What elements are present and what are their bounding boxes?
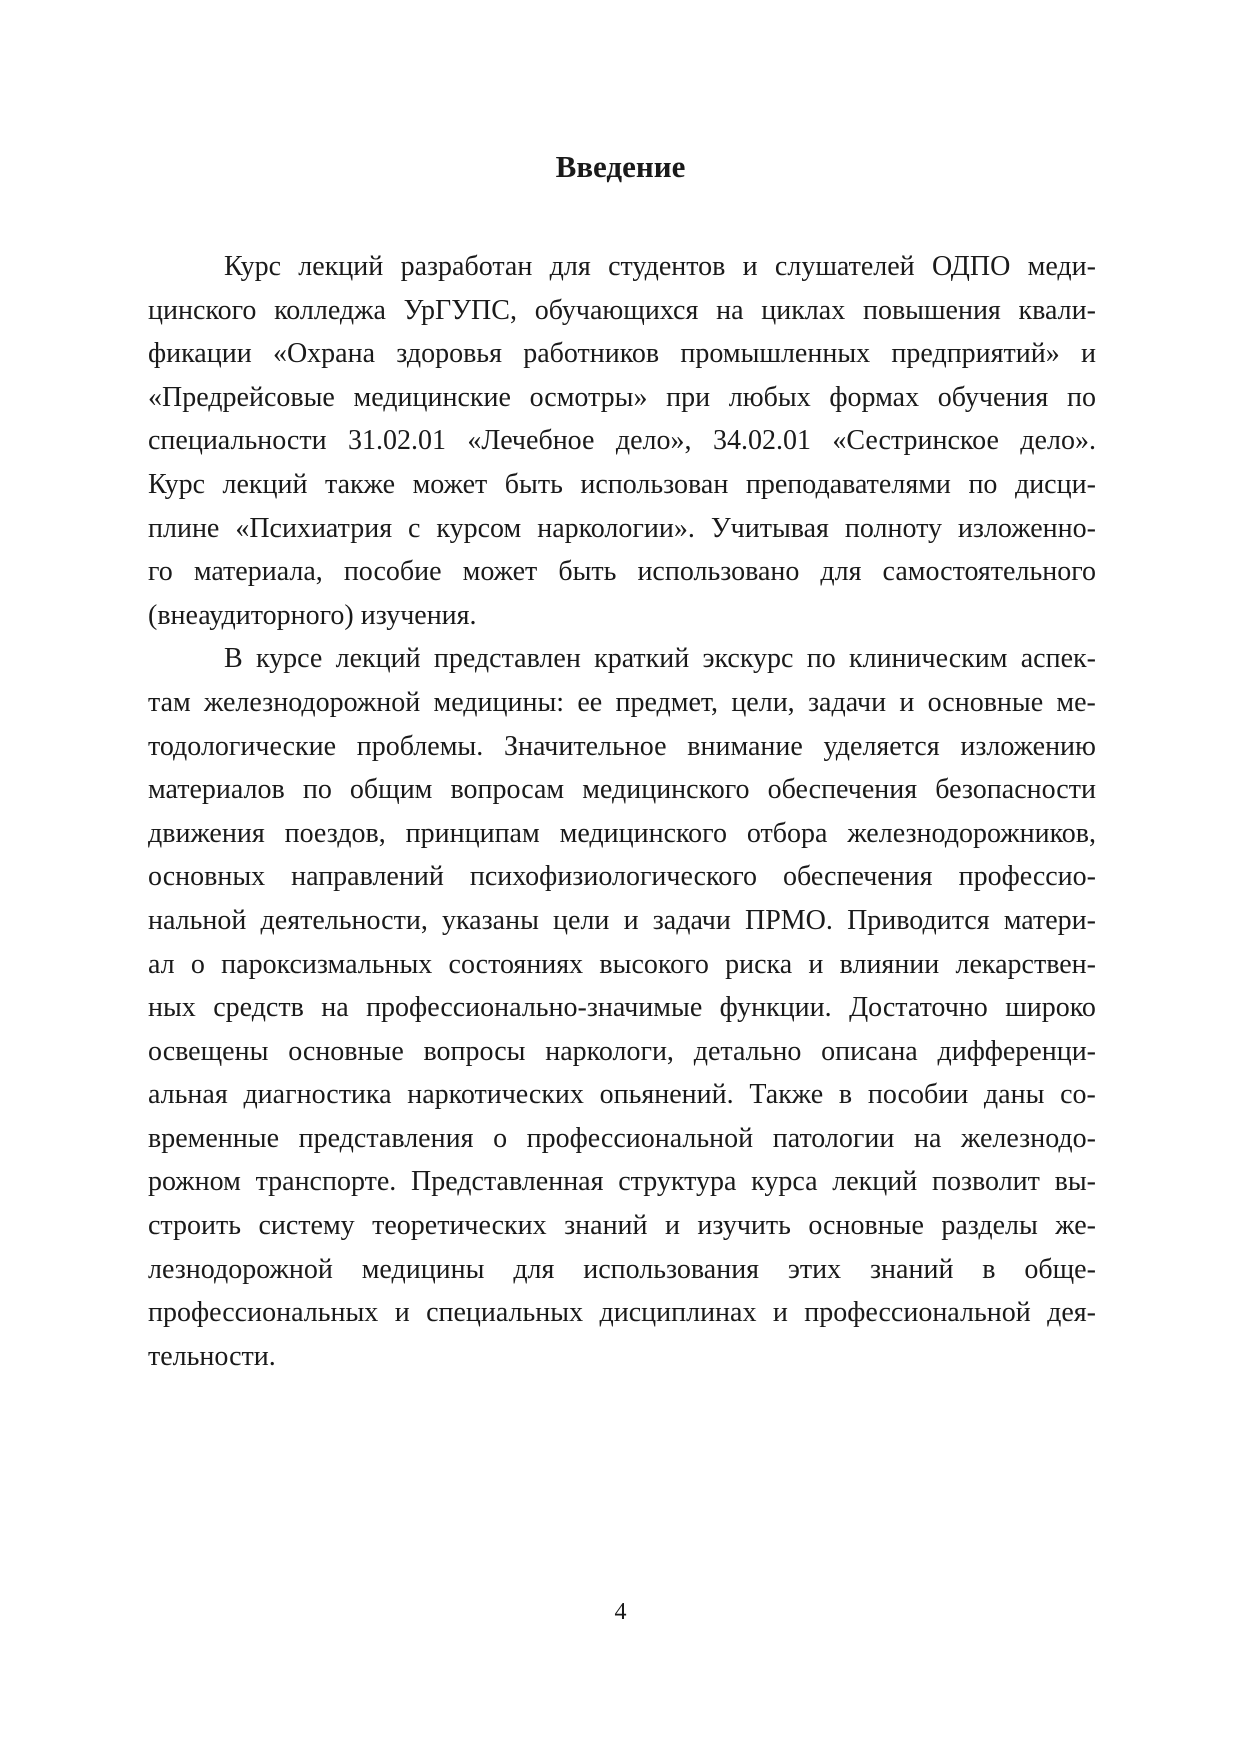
paragraph-line [148, 594, 1096, 638]
word: курсом [436, 512, 522, 544]
word: повышения [862, 294, 1001, 326]
word: обеспечения [767, 774, 918, 806]
word: также [325, 468, 396, 500]
word: поездов, [284, 817, 386, 849]
word: Представленная [411, 1166, 604, 1198]
paragraph-line [148, 1117, 1096, 1161]
word: медицинского [582, 774, 750, 806]
paragraph-line [148, 1030, 1096, 1074]
word: пособие [343, 556, 442, 588]
word: железнодо- [961, 1122, 1096, 1154]
word: в [838, 1079, 853, 1111]
word: на [913, 1122, 942, 1154]
word: о [190, 948, 205, 980]
word: знаний [564, 1210, 648, 1242]
word: УрГУПС, [403, 294, 517, 326]
word: изучить [697, 1210, 791, 1242]
word: «Психиатрия [235, 512, 393, 544]
word: меди- [1027, 251, 1096, 282]
word: строить [148, 1210, 241, 1242]
word: влиянии [839, 948, 940, 980]
word: диагностика [243, 1079, 392, 1111]
word: матери- [1003, 904, 1096, 936]
word: профессио- [958, 861, 1096, 893]
word: отбора [746, 817, 828, 849]
word: для [820, 556, 862, 588]
word: студентов [608, 251, 726, 282]
word: дифференци- [937, 1035, 1096, 1067]
paragraph-line [148, 550, 1096, 594]
word: железнодорожной [204, 686, 421, 718]
word: плине [148, 512, 220, 544]
word: Достаточно [849, 992, 988, 1024]
word: основные [808, 1210, 924, 1242]
word: 34.02.01 [712, 425, 811, 457]
word: этих [787, 1253, 842, 1285]
word: пароксизмальных [221, 948, 433, 980]
paragraph-line [148, 376, 1096, 420]
word: полноту [844, 512, 942, 544]
word: промышленных [680, 338, 871, 370]
word: цели, [731, 686, 795, 718]
word: разработан [400, 251, 533, 282]
word: предприятий» [891, 338, 1060, 370]
word: тодологические [148, 730, 337, 762]
word: по [968, 468, 998, 500]
word: использовано [637, 556, 800, 588]
word: уделяется [823, 730, 940, 762]
word: «Охрана [272, 338, 376, 370]
word: структура [618, 1166, 737, 1198]
word: здоровья [396, 338, 502, 370]
word: фикации [148, 338, 252, 370]
word: циклах [761, 294, 846, 326]
word: состояниях [448, 948, 584, 980]
word: представлен [433, 643, 581, 675]
word: тельности. [148, 1340, 276, 1372]
word: широко [1005, 992, 1096, 1024]
word: аспек- [1020, 643, 1096, 675]
word: позволит [931, 1166, 1040, 1198]
word: быть [504, 468, 563, 500]
word: вопросы [423, 1035, 526, 1067]
word: основных [148, 861, 266, 893]
word: Значительное [503, 730, 667, 762]
word: любых [728, 381, 811, 413]
word: материала, [193, 556, 323, 588]
word: систему [258, 1210, 355, 1242]
word: клиническим [849, 643, 1008, 675]
word: с [408, 512, 421, 544]
word: ПРМО. [744, 904, 833, 936]
word: освещены [148, 1035, 269, 1067]
word: ее [577, 686, 603, 718]
word: работников [523, 338, 660, 370]
word: альная [148, 1079, 228, 1111]
word: использования [583, 1253, 760, 1285]
body-text [148, 245, 1096, 1378]
word: движения [148, 817, 265, 849]
word: на [321, 992, 349, 1024]
word: цели [553, 904, 610, 936]
word: обучения [937, 381, 1049, 413]
word: основные [927, 686, 1044, 718]
word: наркологии». [537, 512, 695, 544]
paragraph-line [148, 1073, 1096, 1117]
word: и [1081, 338, 1096, 370]
word: временные [148, 1122, 280, 1154]
word: и [772, 1297, 788, 1329]
word: квали- [1018, 294, 1096, 326]
word: профессионально-значимые [366, 992, 703, 1024]
word: внимание [687, 730, 803, 762]
word: медицины: [433, 686, 565, 718]
word: «Сестринское [832, 425, 999, 457]
word: задачи [652, 904, 731, 936]
word: описана [821, 1035, 918, 1067]
word: Также [749, 1079, 824, 1111]
word: для [549, 251, 591, 282]
paragraph-line [148, 899, 1096, 943]
word: курсе [255, 643, 323, 675]
word: детально [693, 1035, 802, 1067]
word: самостоятельного [882, 556, 1096, 588]
word: изучения. [360, 599, 477, 631]
word: там [148, 686, 191, 718]
word: экскурс [702, 643, 794, 675]
word: дисци- [1014, 468, 1096, 500]
paragraph-line [148, 1291, 1096, 1335]
word: курса [751, 1166, 818, 1198]
word: транспорте. [255, 1166, 397, 1198]
paragraph-line [148, 507, 1096, 551]
word: ных [148, 992, 196, 1024]
word: железнодорожников, [847, 817, 1096, 849]
word: материалов [148, 774, 285, 806]
page-title: Введение [555, 149, 686, 184]
word: предмет, [615, 686, 719, 718]
word: разделы [941, 1210, 1038, 1242]
word: профессиональных [148, 1297, 379, 1329]
word: безопасности [935, 774, 1096, 806]
word: и [623, 904, 639, 936]
word: со- [1060, 1079, 1096, 1111]
paragraph-line [148, 681, 1096, 725]
word: осмотры» [529, 381, 648, 413]
word: проблемы. [356, 730, 484, 762]
word: ОДПО [931, 251, 1011, 282]
word: быть [558, 556, 617, 588]
word: дело», [615, 425, 692, 457]
paragraph-line [148, 419, 1096, 463]
word: пособии [867, 1079, 969, 1111]
word: слушателей [774, 251, 915, 282]
word: направлений [291, 861, 444, 893]
word: лекций [298, 251, 384, 282]
word: принципам [405, 817, 540, 849]
word: ал [148, 948, 175, 980]
word: высокого [599, 948, 709, 980]
word: знаний [870, 1253, 954, 1285]
word: и [394, 1297, 410, 1329]
word: краткий [594, 643, 690, 675]
word: Приводится [847, 904, 990, 936]
word: нальной [148, 904, 247, 936]
word: дея- [1047, 1297, 1096, 1329]
paragraph-line [148, 332, 1096, 376]
word: Курс [224, 251, 281, 282]
word: цинского [148, 294, 257, 326]
paragraph-line [148, 1204, 1096, 1248]
word: патологии [772, 1122, 895, 1154]
word: и [899, 686, 915, 718]
paragraph-line [148, 1160, 1096, 1204]
word: В [224, 643, 243, 675]
word: медицинского [559, 817, 727, 849]
word: (внеаудиторного) [148, 599, 354, 631]
paragraph-line [148, 943, 1096, 987]
word: профессиональной [526, 1122, 754, 1154]
word: изложению [960, 730, 1096, 762]
word: формах [829, 381, 920, 413]
word: лекций [222, 468, 308, 500]
word: го [148, 556, 173, 588]
word: использован [580, 468, 729, 500]
word: даны [983, 1079, 1045, 1111]
word: деятельности, [260, 904, 428, 936]
word: вопросам [450, 774, 565, 806]
paragraph-first-line [148, 637, 1096, 681]
word: медицины [361, 1253, 485, 1285]
word: Курс [148, 468, 205, 500]
paragraph-line [148, 463, 1096, 507]
word: профессиональной [804, 1297, 1031, 1329]
word: лекарствен- [955, 948, 1096, 980]
word: по [1066, 381, 1096, 413]
word: основные [288, 1035, 404, 1067]
word: «Предрейсовые [148, 381, 335, 413]
word: в [982, 1253, 996, 1285]
paragraph-line [148, 855, 1096, 899]
word: риска [725, 948, 793, 980]
word: для [513, 1253, 555, 1285]
word: функции. [719, 992, 832, 1024]
word: вы- [1054, 1166, 1096, 1198]
word: дисциплинах [599, 1297, 757, 1329]
word: наркологи, [545, 1035, 674, 1067]
paragraph-line [148, 1335, 1096, 1379]
word: теоретических [372, 1210, 547, 1242]
word: же- [1055, 1210, 1096, 1242]
word: колледжа [274, 294, 386, 326]
word: медицинские [353, 381, 511, 413]
word: наркотических [407, 1079, 584, 1111]
word: психофизиологического [469, 861, 758, 893]
word: обучающихся [534, 294, 699, 326]
word: указаны [441, 904, 539, 936]
word: специальных [426, 1297, 584, 1329]
word: может [462, 556, 538, 588]
word: лекций [335, 643, 421, 675]
word: рожном [148, 1166, 241, 1198]
word: общим [349, 774, 433, 806]
word: ме- [1056, 686, 1096, 718]
paragraph-first-line [148, 245, 1096, 289]
word: по [302, 774, 332, 806]
word: обще- [1024, 1253, 1096, 1285]
word: и [742, 251, 758, 282]
word: по [806, 643, 836, 675]
paragraph-line [148, 725, 1096, 769]
word: и [808, 948, 824, 980]
word: «Лечебное [467, 425, 595, 457]
word: преподавателями [745, 468, 951, 500]
word: дело». [1020, 425, 1096, 457]
word: может [412, 468, 488, 500]
word: представления [298, 1122, 474, 1154]
word: 31.02.01 [347, 425, 446, 457]
word: лекций [832, 1166, 918, 1198]
word: изложенно- [957, 512, 1096, 544]
word: обеспечения [783, 861, 933, 893]
paragraph-line [148, 812, 1096, 856]
word: Учитывая [710, 512, 829, 544]
paragraph-line [148, 986, 1096, 1030]
paragraph-line [148, 289, 1096, 333]
word: и [664, 1210, 680, 1242]
paragraph-line [148, 768, 1096, 812]
word: средств [213, 992, 304, 1024]
word: на [716, 294, 744, 326]
page-number: 4 [614, 1599, 627, 1625]
word: лезнодорожной [148, 1253, 333, 1285]
word: при [666, 381, 711, 413]
paragraph-line [148, 1248, 1096, 1292]
word: задачи [807, 686, 887, 718]
word: о [493, 1122, 508, 1154]
word: специальности [148, 425, 327, 457]
word: опьянений. [599, 1079, 734, 1111]
